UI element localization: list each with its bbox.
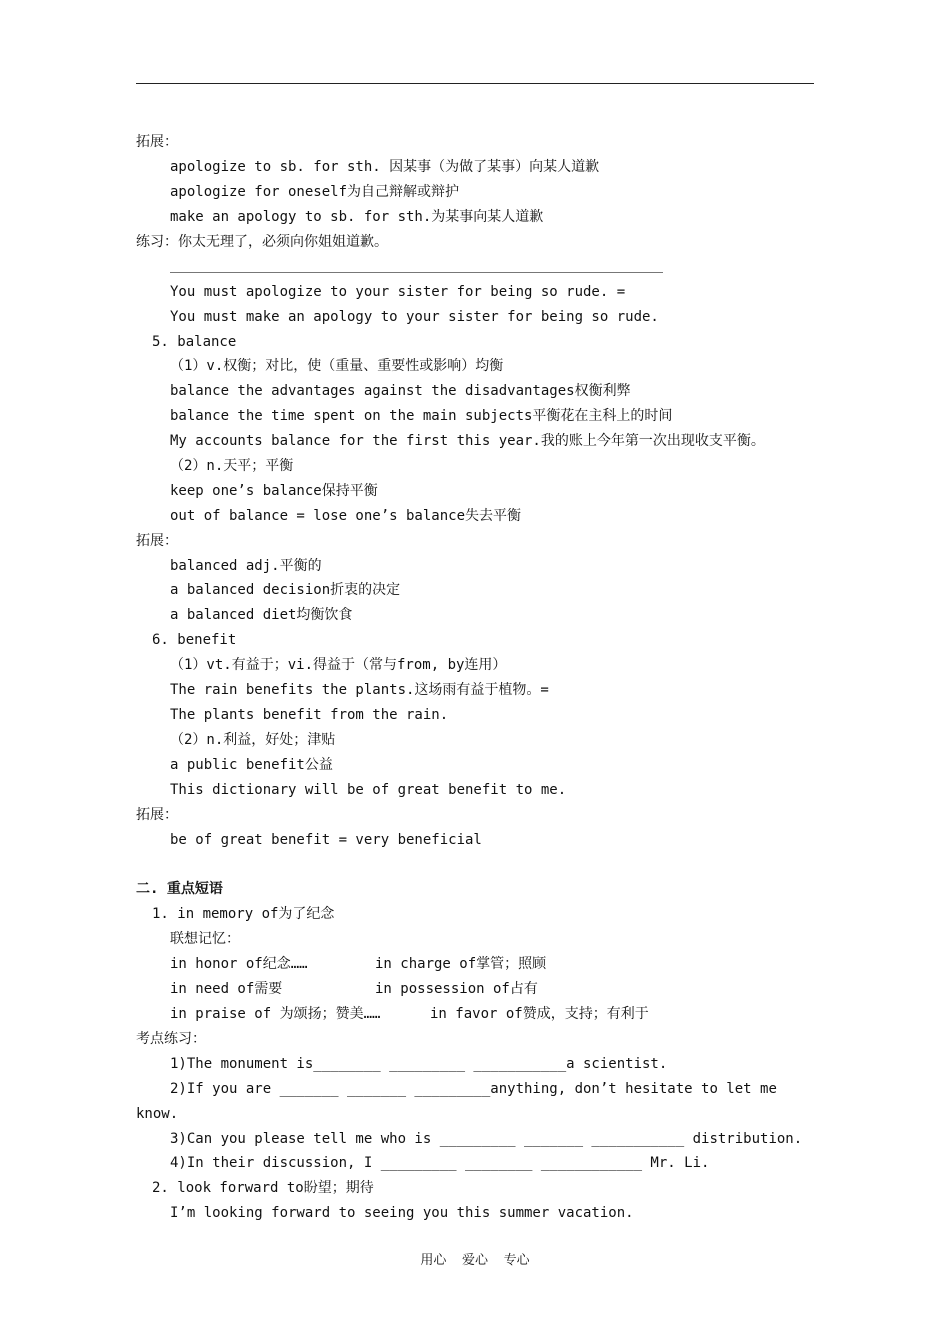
text-line: in favor of赞成，支持；有利于 <box>430 1006 649 1022</box>
text-line: （2）n.利益，好处；津贴 <box>170 732 336 748</box>
item-heading: 1. in memory of为了纪念 <box>152 906 335 922</box>
exercise-line: 4)In their discussion, I _________ ________ ____________ Mr. Li. <box>170 1155 710 1171</box>
exercise-line: 1)The monument is________ _________ ___________a scientist. <box>170 1056 668 1072</box>
text-line: 练习：你太无理了，必须向你姐姐道歉。 <box>136 234 388 250</box>
item-heading: 2. look forward to盼望；期待 <box>152 1180 374 1196</box>
text-line: a balanced diet均衡饮食 <box>170 607 353 623</box>
text-line: in honor of纪念…… <box>170 956 308 972</box>
section-heading: 二. 重点短语 <box>136 881 223 897</box>
text-line: balance the time spent on the main subjects平衡花在主科上的时间 <box>170 408 673 424</box>
text-line: 联想记忆： <box>170 931 240 947</box>
text-line: 考点练习： <box>136 1031 206 1047</box>
exercise-line: 2)If you are _______ _______ _________anything, don’t hesitate to let me <box>170 1081 777 1097</box>
text-line: My accounts balance for the first this year.我的账上今年第一次出现收支平衡。 <box>170 433 765 449</box>
answer-blank-line <box>170 272 663 273</box>
text-line: The plants benefit from the rain. <box>170 707 449 723</box>
page-footer: 用心 爱心 专心 <box>420 1253 530 1268</box>
text-line: 拓展： <box>136 807 178 823</box>
text-line: balance the advantages against the disadvantages权衡利弊 <box>170 383 631 399</box>
exercise-line: know. <box>136 1106 179 1122</box>
text-line: The rain benefits the plants.这场雨有益于植物。= <box>170 682 549 698</box>
text-line: 拓展： <box>136 134 178 150</box>
text-line: 拓展： <box>136 533 178 549</box>
text-line: in charge of掌管；照顾 <box>375 956 547 972</box>
text-line: make an apology to sb. for sth.为某事向某人道歉 <box>170 209 544 225</box>
text-line: （2）n.天平；平衡 <box>170 458 294 474</box>
text-line: You must apologize to your sister for being so rude. = <box>170 284 626 300</box>
item-heading: 6. benefit <box>152 632 237 648</box>
text-line: in possession of占有 <box>375 981 538 997</box>
item-heading: 5. balance <box>152 334 237 350</box>
text-line: apologize to sb. for sth. 因某事（为做了某事）向某人道歉 <box>170 159 600 175</box>
text-line: a balanced decision折衷的决定 <box>170 582 401 598</box>
text-line: apologize for oneself为自己辩解或辩护 <box>170 184 460 200</box>
text-line: a public benefit公益 <box>170 757 333 773</box>
text-line: in need of需要 <box>170 981 283 997</box>
text-line: You must make an apology to your sister for being so rude. <box>170 309 659 325</box>
text-line: be of great benefit = very beneficial <box>170 832 482 848</box>
text-line: keep one’s balance保持平衡 <box>170 483 378 499</box>
header-rule <box>136 83 814 84</box>
text-line: balanced adj.平衡的 <box>170 558 322 574</box>
text-line: （1）vt.有益于；vi.得益于（常与from, by连用） <box>170 657 507 673</box>
text-line: in praise of 为颂扬；赞美…… <box>170 1006 381 1022</box>
text-line: I’m looking forward to seeing you this summer vacation. <box>170 1205 634 1221</box>
exercise-line: 3)Can you please tell me who is _________ _______ ___________ distribution. <box>170 1131 803 1147</box>
text-line: This dictionary will be of great benefit to me. <box>170 782 567 798</box>
text-line: （1）v.权衡；对比，使（重量、重要性或影响）均衡 <box>170 358 504 374</box>
text-line: out of balance = lose one’s balance失去平衡 <box>170 508 522 524</box>
